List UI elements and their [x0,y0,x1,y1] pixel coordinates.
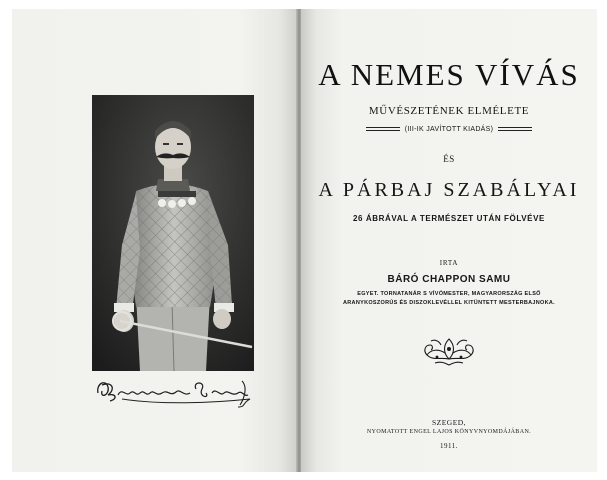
title-page [301,9,597,472]
conjunction: ÉS [443,154,455,164]
author-portrait [92,95,254,371]
author-credentials-line1: EGYET. TORNATANÁR S VÍVÓMESTER, MAGYARORSZÁG ELSŐ [357,291,541,297]
floral-vignette-icon [421,335,477,367]
imprint-city: SZEGED, [431,418,467,427]
imprint-printer: NYOMATOTT ENGEL LAJOS KÖNYVNYOMDÁJÁBAN. [366,429,532,435]
by-label: IRTA [439,259,459,267]
main-title: A NEMES VÍVÁS [318,57,580,92]
left-page [12,9,297,472]
author-name: BÁRÓ CHAPPON SAMU [387,274,511,285]
edition-rule-right [498,127,532,131]
book-spread [12,9,597,472]
figures-note: 26 ÁBRÁVAL A TERMÉSZET UTÁN FÖLVÉVE [353,214,545,223]
edition-label: (III-IK JAVÍTOTT KIADÁS) [404,126,494,133]
portrait-photo-icon [92,95,254,371]
edition-line [301,126,597,138]
edition-rule-left [366,127,400,131]
subtitle: MŰVÉSZETÉNEK ELMÉLETE [368,105,530,117]
author-credentials-line2: ARANYKOSZORÚS ÉS DISZOKLEVÉLLEL KITÜNTETT MESTERBAJNOKA. [343,300,555,306]
second-title: A PÁRBAJ SZABÁLYAI [318,179,580,201]
imprint-year: 1911. [440,442,458,450]
signature-icon [92,373,256,409]
